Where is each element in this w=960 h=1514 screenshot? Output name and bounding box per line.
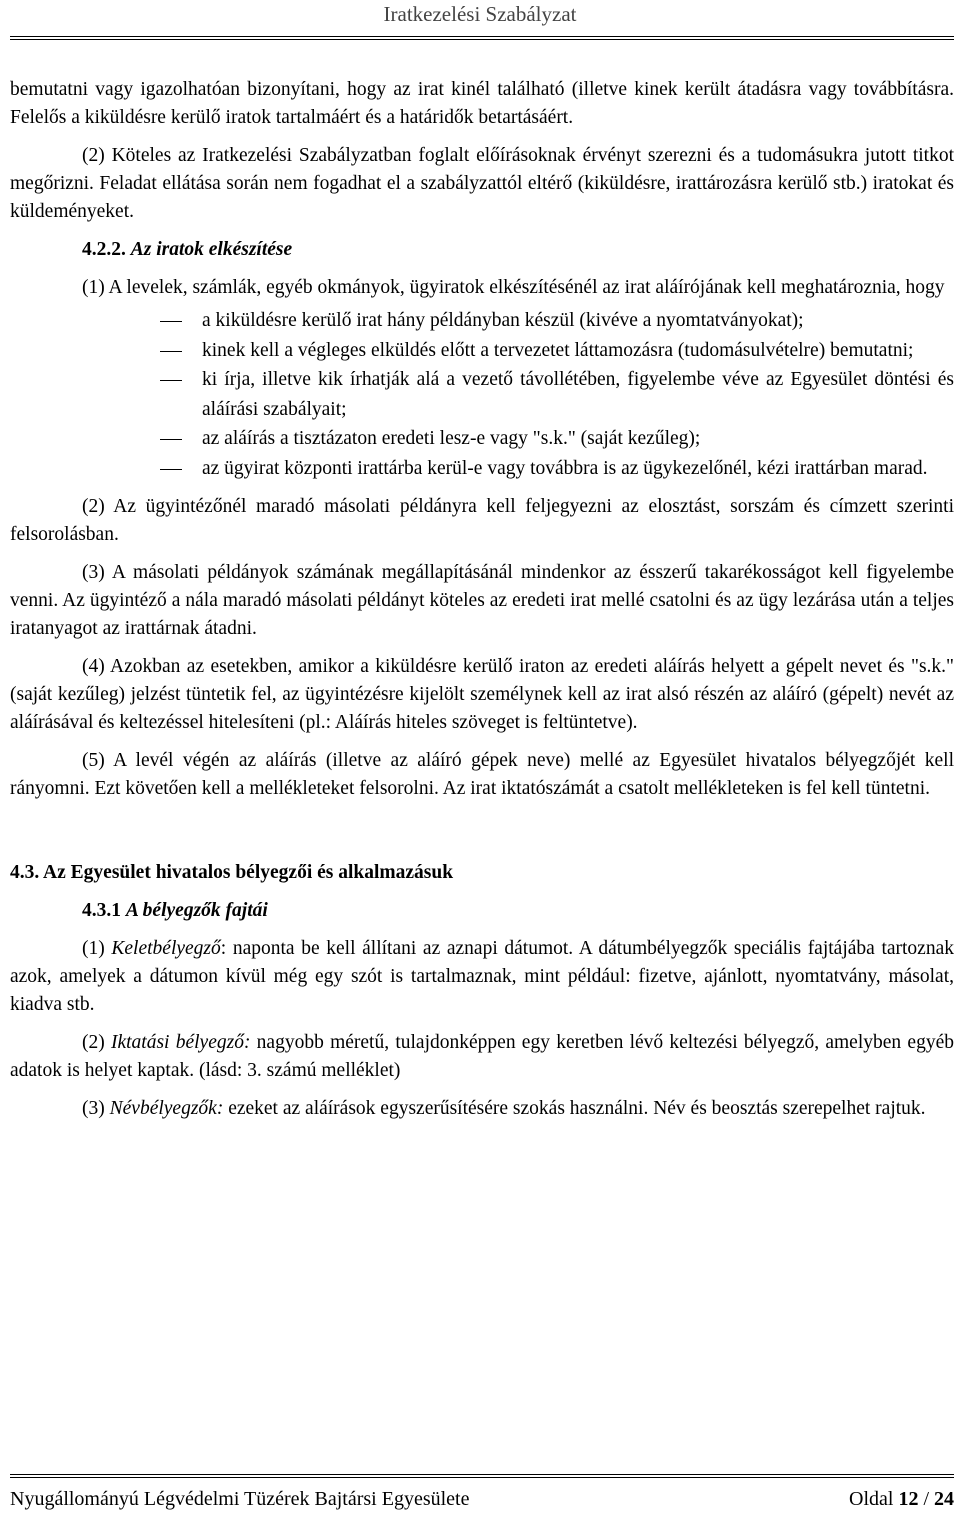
subsection-number: 4.2.2. bbox=[82, 239, 126, 260]
page-number bbox=[849, 1486, 954, 1512]
s422-paragraph-2: (2) Az ügyintézőnél maradó másolati példányra kell feljegyezni az elosztást, sorszám és címzett szerinti felsorolásban. bbox=[10, 496, 954, 545]
paragraph-text: : naponta be kell állítani az aznapi dátumot. A dátumbélyegzők speciális fajtájába tartoznak azok, amelyek a dátumon kívül még egy szót is tartalmaznak, mint például: fizetve, ajánlott, nyomtatvány, másolat, kiadva stb. bbox=[10, 938, 954, 1015]
s422-paragraph-1: (1) A levelek, számlák, egyéb okmányok, ügyiratok elkészítésénél az irat aláírójának kell meghatároznia, hogy bbox=[82, 277, 945, 298]
page-current: 12 bbox=[898, 1488, 919, 1510]
subsection-number: 4.3.1 bbox=[82, 900, 121, 921]
list-item: ki írja, illetve kik írhatják alá a vezető távollétében, figyelembe véve az Egyesület döntési és aláírási szabályait; bbox=[202, 365, 954, 424]
subsection-title: Az iratok elkészítése bbox=[130, 239, 293, 260]
footer-rule bbox=[10, 1474, 954, 1478]
subsection-heading-4-2-2 bbox=[82, 236, 954, 264]
s422-paragraph-3: (3) A másolati példányok számának megállapításánál mindenkor az ésszerű takarékosságot kell figyelembe venni. Az ügyintéző a nála maradó másolati példányt köteles az eredeti irat mellé csatolni és az ügy lezárása után a teljes iratanyagot az irattárnak átadni. bbox=[10, 562, 954, 639]
s422-paragraph-5: (5) A levél végén az aláírás (illetve az aláíró gépek neve) mellé az Egyesület hivatalos bélyegzőjét kell rányomni. Ezt követően kell a mellékleteket felsorolni. Az irat iktatószámát a csatolt mellékleteken is fel kell tüntetni. bbox=[10, 750, 954, 799]
header-title: Iratkezelési Szabályzat bbox=[383, 2, 577, 26]
term: Névbélyegzők: bbox=[109, 1098, 224, 1119]
continuation-paragraph: bemutatni vagy igazolhatóan bizonyítani, hogy az irat kinél található (illetve kinek került átadásra vagy továbbításra. Felelős a kiküldésre kerülő iratok tartalmáért és a határidők betartásáért. bbox=[10, 79, 954, 128]
dash-list bbox=[10, 306, 954, 483]
page-body bbox=[10, 76, 954, 1123]
s431-paragraph-2 bbox=[10, 1029, 954, 1085]
paragraph-text: ezeket az aláírások egyszerűsítésére szokás használni. Név és beosztás szerepelhet rajtuk. bbox=[223, 1098, 926, 1119]
paragraph-number: (2) bbox=[82, 1032, 111, 1053]
list-item: az aláírás a tisztázaton eredeti lesz-e vagy "s.k." (saját kezűleg); bbox=[202, 424, 954, 454]
subsection-heading-4-3-1 bbox=[82, 897, 954, 925]
term: Iktatási bélyegző: bbox=[110, 1032, 251, 1053]
paragraph-text: nagyobb méretű, tulajdonképpen egy keretben lévő keltezési bélyegző, amelyben egyéb adatok is helyet kaptak. (lásd: 3. számú melléklet) bbox=[10, 1032, 954, 1081]
list-item: az ügyirat központi irattárba kerül-e vagy továbbra is az ügykezelőnél, kézi irattárban marad. bbox=[202, 454, 954, 484]
paragraph-number: (1) bbox=[82, 938, 112, 959]
s431-paragraph-1 bbox=[10, 935, 954, 1019]
s422-paragraph-4: (4) Azokban az esetekben, amikor a kiküldésre kerülő iraton az eredeti aláírás helyett a gépelt nevet és "s.k." (saját kezűleg) jelzést tüntetik fel, az ügyintézésre kijelölt személynek kell az irat alsó részén az aláíró (gépelt) nevét az aláírásával és keltezéssel hitelesíteni (pl.: Aláírás hiteles szöveget is feltüntetve). bbox=[10, 656, 954, 733]
paragraph-number: (3) bbox=[82, 1098, 110, 1119]
paragraph-2: (2) Köteles az Iratkezelési Szabályzatban foglalt előírásoknak érvényt szerezni és a tudomásukra jutott titkot megőrizni. Feladat ellátása során nem fogadhat el a szabályzattól eltérő (kiküldésre, irattározásra kerülő stb.) iratokat és küldeményeket. bbox=[10, 145, 954, 222]
section-heading-4-3: 4.3. Az Egyesület hivatalos bélyegzői és alkalmazásuk bbox=[10, 862, 454, 883]
s431-paragraph-3 bbox=[10, 1095, 954, 1123]
subsection-title: A bélyegzők fajtái bbox=[125, 900, 268, 921]
footer-organization: Nyugállományú Légvédelmi Tüzérek Bajtársi Egyesülete bbox=[10, 1488, 470, 1510]
list-item: a kiküldésre kerülő irat hány példányban készül (kivéve a nyomtatványokat); bbox=[202, 306, 954, 336]
page-total: 24 bbox=[934, 1488, 954, 1510]
term: Keletbélyegző bbox=[111, 938, 221, 959]
header-rule bbox=[10, 36, 954, 40]
list-item: kinek kell a végleges elküldés előtt a tervezetet láttamozásra (tudomásulvételre) bemutatni; bbox=[202, 336, 954, 366]
page-separator: / bbox=[923, 1488, 929, 1510]
page-label: Oldal bbox=[849, 1488, 894, 1510]
